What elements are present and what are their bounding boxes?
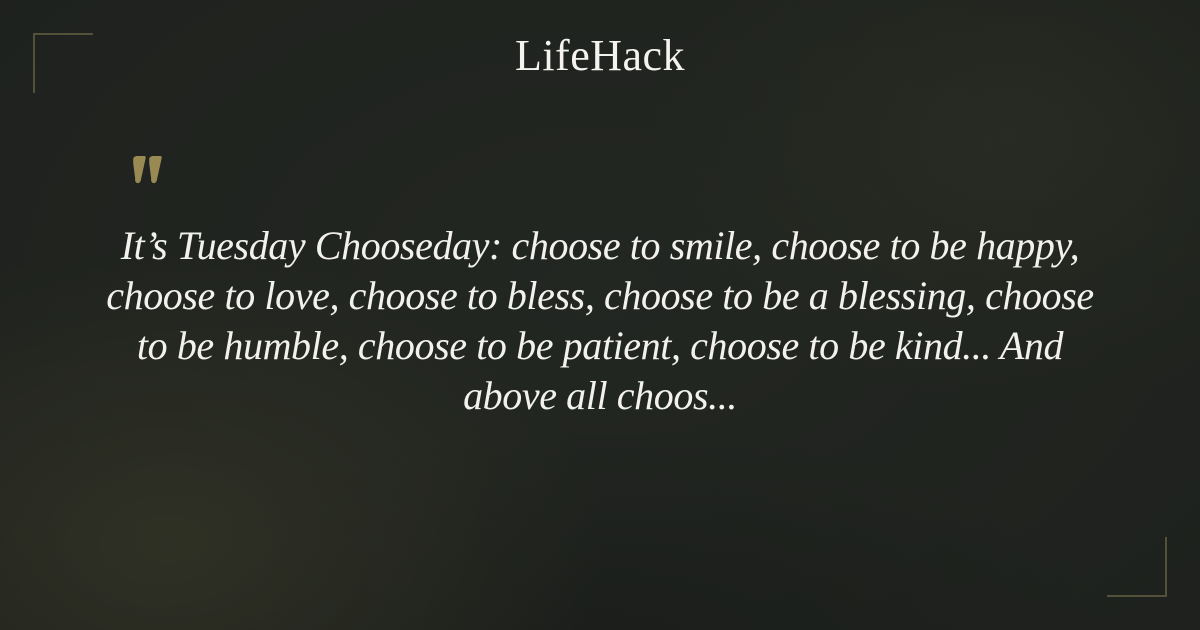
quote-line: to be humble, choose to be patient, choose to be kind... And	[136, 323, 1064, 368]
quote-mark-icon	[132, 156, 164, 185]
corner-bracket-bottom-right-icon	[1107, 537, 1167, 597]
quote-line: choose to love, choose to bless, choose to be a blessing, choose	[106, 273, 1094, 318]
brand-logo: LifeHack	[514, 31, 686, 80]
quote-text	[0, 221, 1200, 421]
quote-line: above all choos...	[463, 373, 737, 418]
quote-line: It’s Tuesday Chooseday: choose to smile, choose to be happy,	[120, 223, 1080, 268]
